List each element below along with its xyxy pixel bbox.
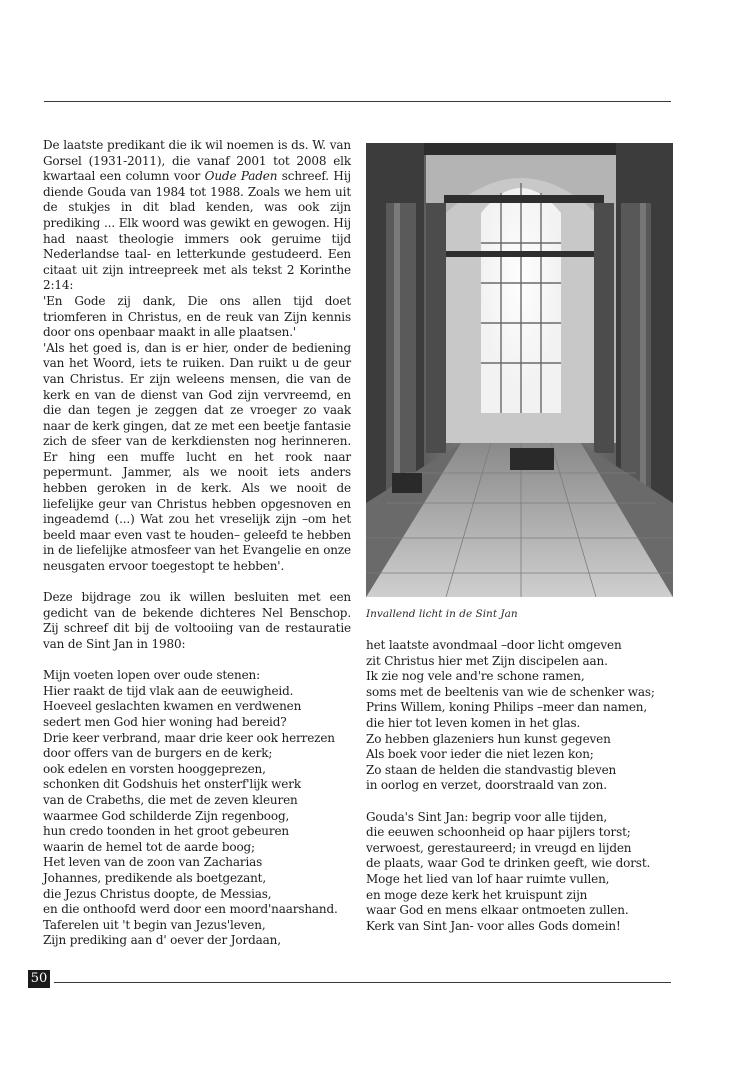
poem-line: Mijn voeten lopen over oude stenen: [43,668,260,683]
left-column [43,138,351,949]
poem-line: zit Christus hier met Zijn discipelen aan. [366,653,608,668]
sermon-quote: 'Als het goed is, dan is er hier, onder de bediening van het Woord, iets te ruiken. Dan ruikt u de geur van Christus. Er zijn weleens mensen, die van de kerk en van de dienst van God zijn vervreemd, en die dan tegen je zeggen dat ze vroeger zo vaak naar de kerk gingen, dat ze met een beetje fantasie zich de sfeer van de kerkdiensten nog herinneren. Er hing een muffe lucht en het rook naar pepermunt. Jammer, als we nooit iets anders hebben geroken in de kerk. Als we nooit de liefelijke geur van Christus hebben opgesnoven en ingeademd (...) Wat zou het vreselijk zijn –om het beeld maar even vast te houden– geleefd te hebben in de liefelijke atmosfeer van het Evangelie en onze neusgaten ervoor toegestopt te hebben'. [43,340,351,574]
magazine-title: Oude Paden [204,169,278,184]
poem-line: schonken dit Godshuis het onsterf'lijk werk [43,777,301,792]
poem-line: die eeuwen schoonheid op haar pijlers torst; [366,825,631,840]
poem-line: Ik zie nog vele and're schone ramen, [366,669,585,684]
poem-line: Moge het lied van lof haar ruimte vullen, [366,871,610,886]
poem-line: van de Crabeths, die met de zeven kleuren [43,792,298,807]
poem-line: Hier raakt de tijd vlak aan de eeuwigheid. [43,683,294,698]
poem-line: en die onthoofd werd door een moord'naarshand. [43,902,338,917]
article-prose [43,138,351,653]
page-number: 50 [28,970,50,988]
closing-paragraph: Deze bijdrage zou ik willen besluiten met een gedicht van de bekende dichteres Nel Benschop. Zij schreef dit bij de voltooiing van de restauratie van de Sint Jan in 1980: [43,590,351,651]
church-interior-photo [366,143,673,597]
photo-caption: Invallend licht in de Sint Jan [366,608,518,620]
poem-right-stanza-2 [366,810,676,935]
poem-line: hun credo toonden in het groot gebeuren [43,824,289,839]
poem-line: waarin de hemel tot de aarde boog; [43,839,255,854]
intro-paragraph: De laatste predikant die ik wil noemen is ds. W. van Gorsel (1931-2011), die vanaf 2001 tot 2008 elk kwartaal een column voor Oude Paden schreef. Hij diende Gouda van 1984 tot 1988. Zoals we hem uit de stukjes in dit blad kenden, was ook zijn prediking ... Elk woord was gewikt en gewogen. Hij had naast theologie immers ook geruime tijd Nederlandse taal- en letterkunde gestudeerd. Een citaat uit zijn intreepreek met als tekst 2 Korinthe 2:14: [43,138,351,293]
poem-line: Als boek voor ieder die niet lezen kon; [366,747,594,762]
poem-line: het laatste avondmaal –door licht omgeven [366,638,622,652]
poem-line: Het leven van de zoon van Zacharias [43,855,263,870]
poem-line: Johannes, predikende als boetgezant, [43,870,267,885]
poem-line: die hier tot leven komen in het glas. [366,715,581,730]
poem-line: Zo hebben glazeniers hun kunst gegeven [366,731,611,746]
poem-line: waarmee God schilderde Zijn regenboog, [43,808,290,823]
top-rule [44,101,671,102]
poem-left-part [43,668,351,949]
poem-line: Prins Willem, koning Philips –meer dan namen, [366,700,648,715]
church-interior-illustration [366,143,673,597]
poem-right-stanza-1 [366,638,676,794]
bottom-rule [54,982,671,983]
poem-line: Hoeveel geslachten kwamen en verdwenen [43,699,302,714]
poem-line: Zo staan de helden die standvastig bleven [366,762,617,777]
bible-quote: 'En Gode zij dank, Die ons allen tijd doet triomferen in Christus, en de reuk van Zijn kennis door ons openbaar maakt in alle plaatsen.' [43,293,351,340]
poem-line: die Jezus Christus doopte, de Messias, [43,886,272,901]
poem-line: en moge deze kerk het kruispunt zijn [366,887,588,902]
right-column [366,638,676,934]
poem-line: Kerk van Sint Jan- voor alles Gods domein! [366,918,621,933]
poem-line: Taferelen uit 't begin van Jezus'leven, [43,917,266,932]
poem-line: Zijn prediking aan d' oever der Jordaan, [43,933,281,948]
poem-line: sedert men God hier woning had bereid? [43,714,287,729]
poem-line: ook edelen en vorsten hooggeprezen, [43,761,266,776]
poem-line: door offers van de burgers en de kerk; [43,746,273,761]
poem-line: waar God en mens elkaar ontmoeten zullen. [366,903,629,918]
poem-line: soms met de beeltenis van wie de schenker was; [366,684,655,699]
poem-line: in oorlog en verzet, doorstraald van zon. [366,778,607,793]
poem-line: Drie keer verbrand, maar drie keer ook herrezen [43,730,335,745]
poem-line: verwoest, gerestaureerd; in vreugd en lijden [366,840,632,855]
poem-line: Gouda's Sint Jan: begrip voor alle tijden, [366,809,608,824]
poem-line: de plaats, waar God te drinken geeft, wie dorst. [366,856,651,871]
